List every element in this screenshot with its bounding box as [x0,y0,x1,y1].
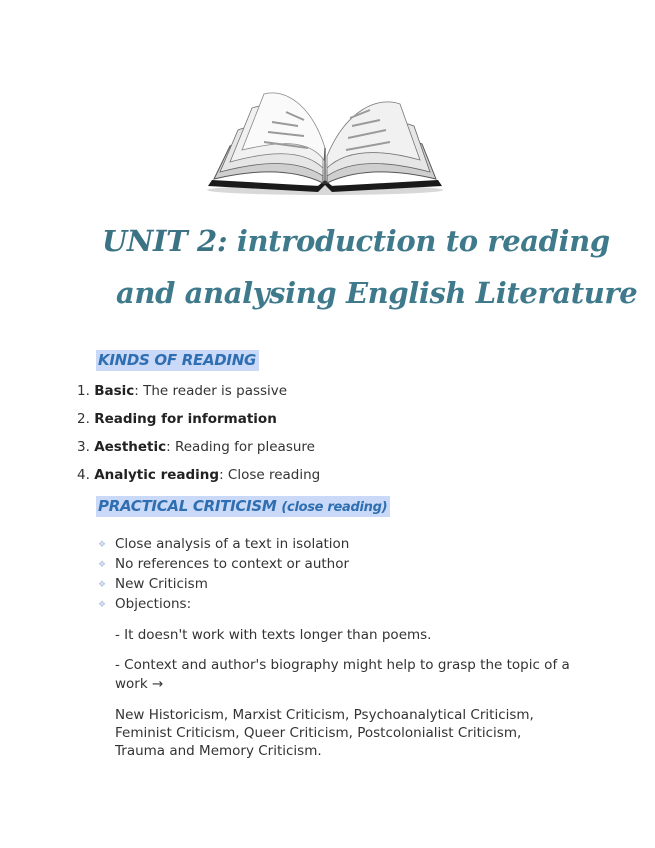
list-item [77,437,320,465]
unit-title-text-1: introduction to reading [227,224,610,258]
open-book-illustration [200,86,450,198]
unit-title-line-2: and analysing English Literature [116,276,638,310]
bullet-text: Objections: [115,596,192,612]
item-term: Basic [94,383,135,399]
item-description: : Close reading [219,467,321,483]
item-number: 2. [77,411,90,427]
objection-paragraph-2: - Context and author's biography might help to grasp the topic of a work → [115,657,570,692]
item-term: Aesthetic [94,439,167,455]
bullet-text: Close analysis of a text in isolation [115,536,350,552]
unit-title-line-1 [102,224,655,258]
kinds-of-reading-list [77,381,320,493]
heading-subtitle: (close reading) [281,500,388,515]
list-item [77,381,320,409]
list-item [98,535,349,555]
diamond-bullet-icon: ❖ [98,540,107,550]
criticism-schools-paragraph: New Historicism, Marxist Criticism, Psychoanalytical Criticism, Feminist Criticism, Queer Criticism, Postcolonialist Criticism, Trauma and Memory Criticism. [115,707,534,759]
section-heading-practical-criticism [96,496,390,517]
section-heading-kinds-of-reading: KINDS OF READING [96,350,259,371]
item-term: Reading for information [94,411,277,427]
item-number: 3. [77,439,90,455]
diamond-bullet-icon: ❖ [98,580,107,590]
item-description: : The reader is passive [134,383,288,399]
item-description: : Reading for pleasure [166,439,315,455]
diamond-bullet-icon: ❖ [98,560,107,570]
objection-paragraph-1: - It doesn't work with texts longer than poems. [115,627,432,643]
bullet-text: New Criticism [115,576,208,592]
item-number: 1. [77,383,90,399]
unit-number: UNIT 2: [102,224,228,258]
item-number: 4. [77,467,90,483]
list-item [77,409,320,437]
heading-main: PRACTICAL CRITICISM [98,497,282,515]
diamond-bullet-icon: ❖ [98,600,107,610]
bullet-text: No references to context or author [115,556,350,572]
item-term: Analytic reading [94,467,220,483]
list-item [98,595,349,615]
list-item [77,465,320,493]
list-item [98,555,349,575]
list-item [98,575,349,595]
practical-criticism-list [98,535,349,615]
